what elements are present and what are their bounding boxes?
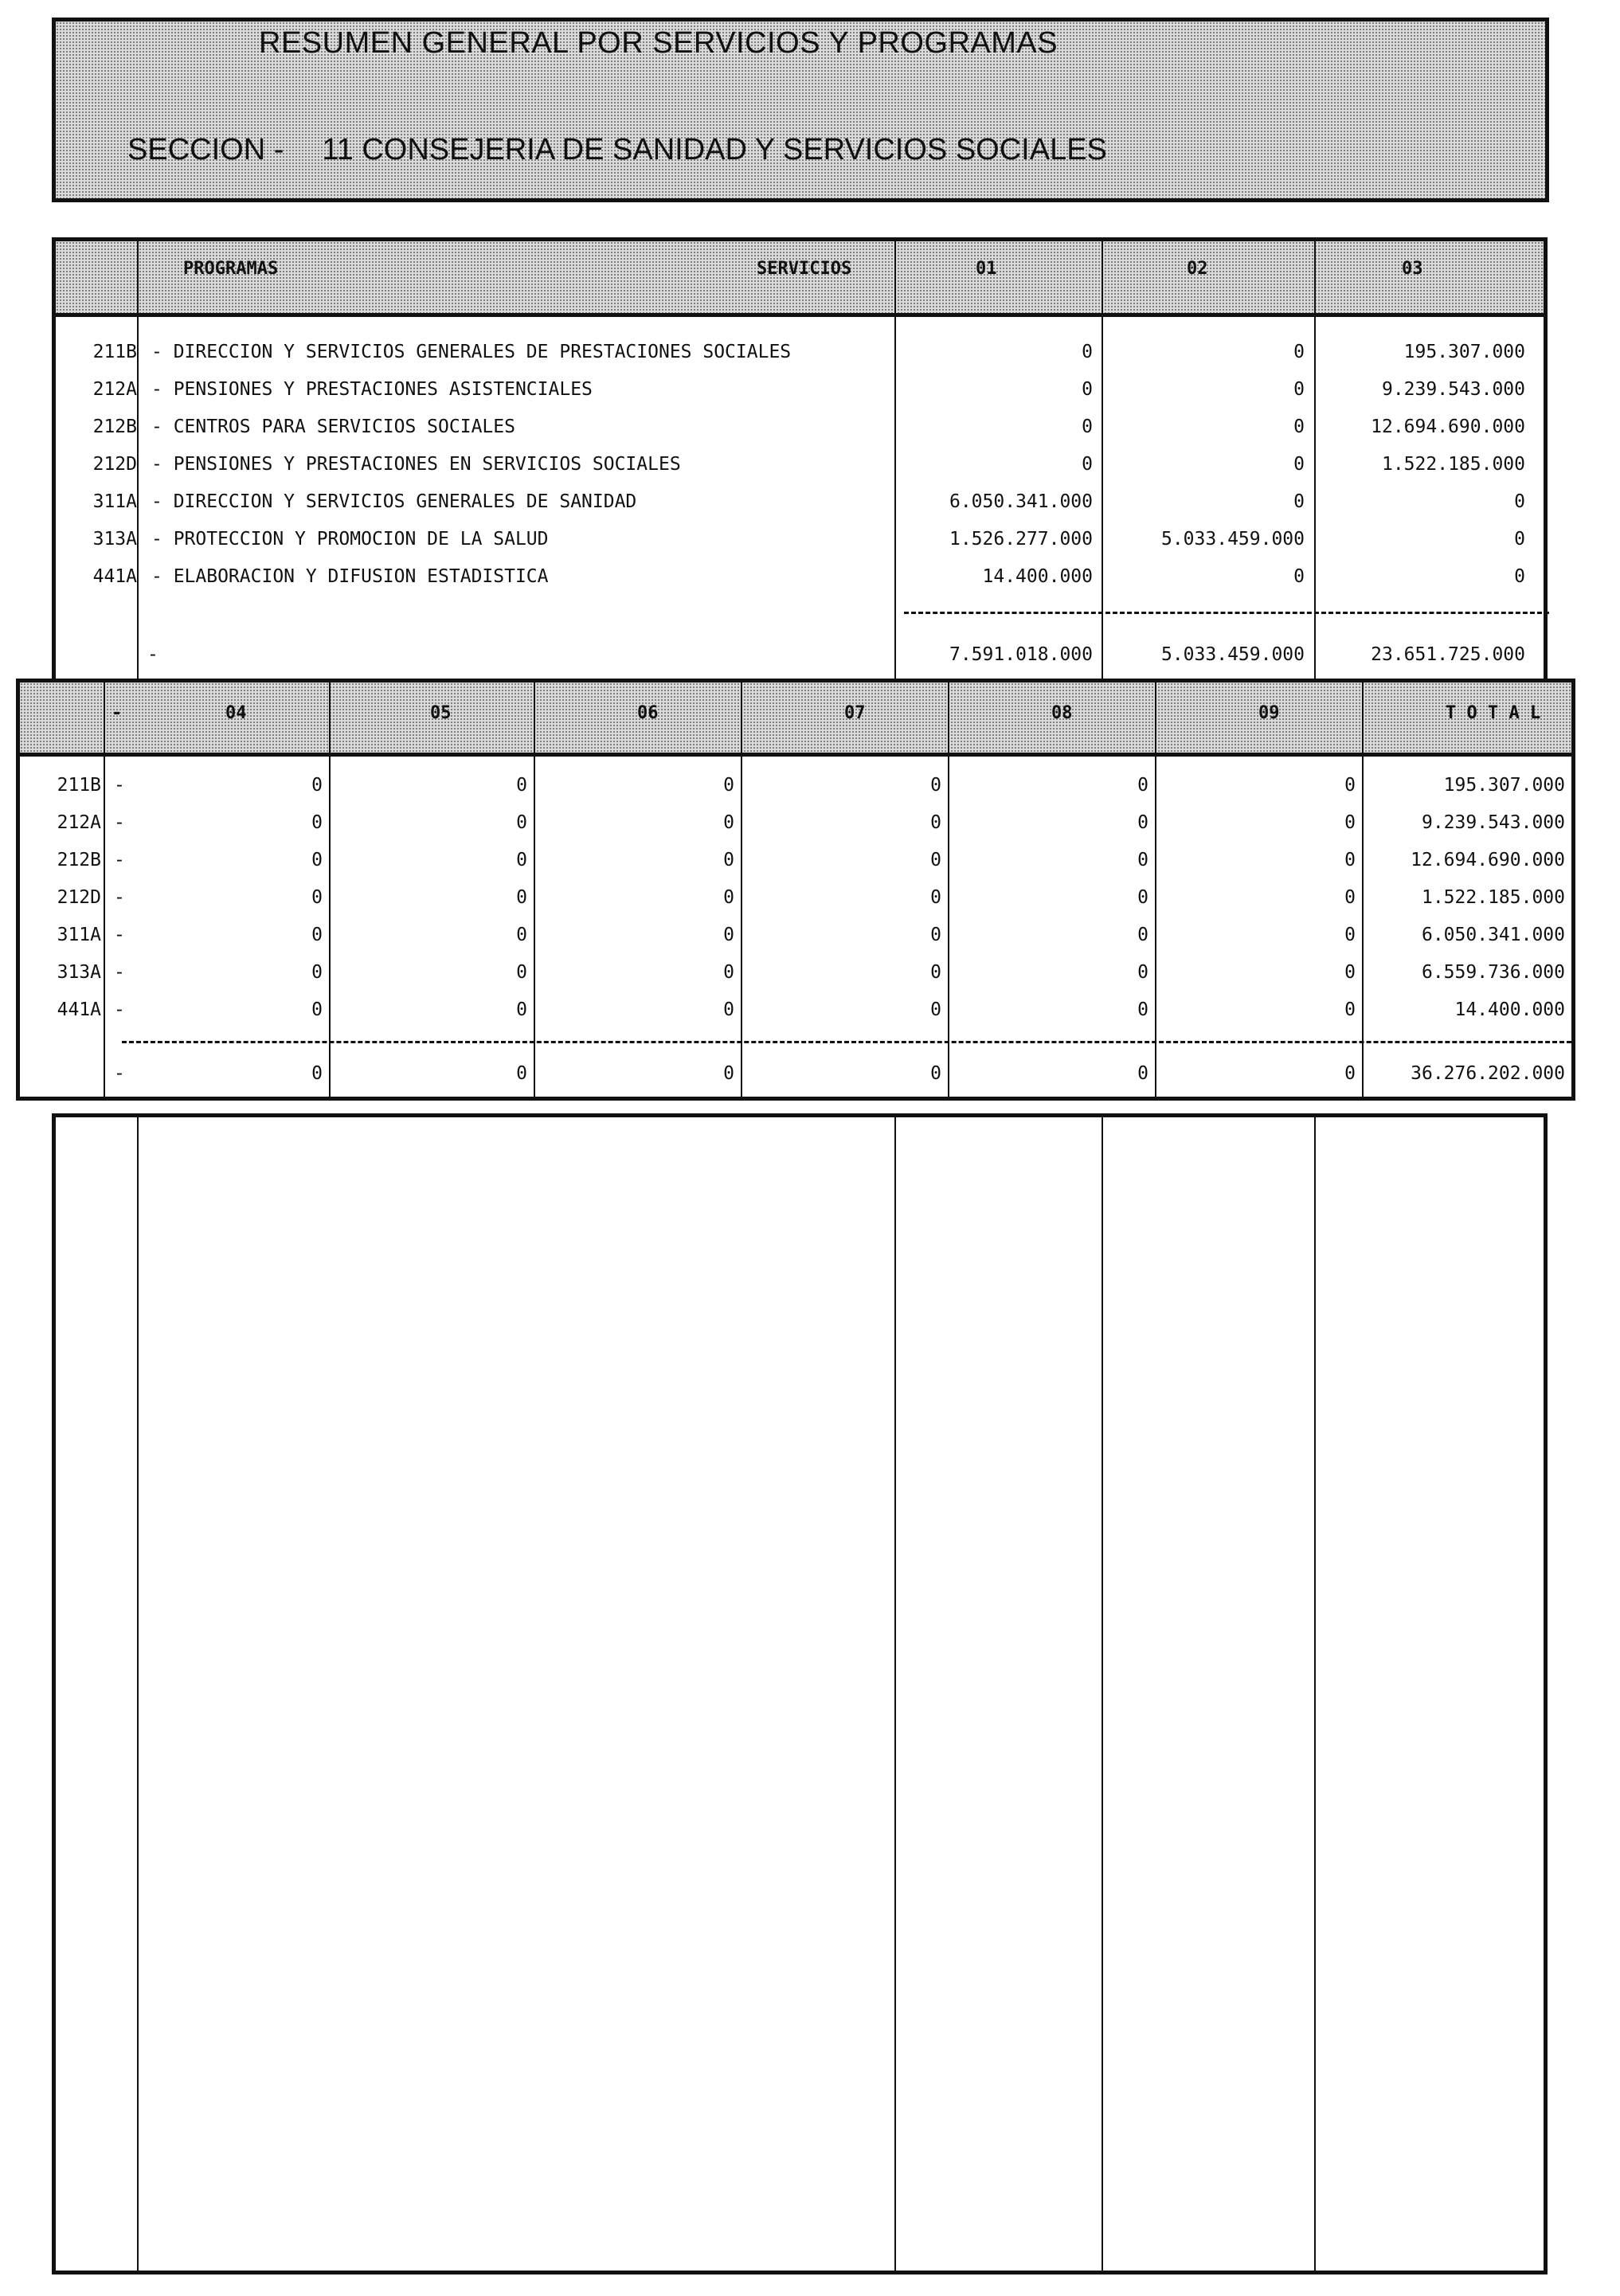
table-row: [56, 410, 1544, 447]
table-row: [56, 448, 1544, 484]
total-col-03: 23.651.725.000: [1371, 644, 1525, 665]
table3-divider-code: [137, 1117, 139, 2271]
total-dash: -: [147, 644, 158, 665]
program-code: 212A: [57, 812, 101, 833]
table-row: [20, 769, 1571, 805]
col-03-value: 9.239.543.000: [1381, 379, 1525, 400]
col-09-value: 0: [1344, 775, 1356, 796]
row-total-value: 6.559.736.000: [1421, 962, 1565, 983]
header-col-04: 04: [225, 703, 247, 723]
col-08-value: 0: [1137, 962, 1148, 983]
table-row: [20, 843, 1571, 880]
section-title: [127, 133, 1107, 167]
section-label: SECCION -: [127, 133, 284, 166]
table3-divider-01: [894, 1117, 896, 2271]
table-row: [20, 993, 1571, 1030]
col-09-value: 0: [1344, 999, 1356, 1020]
total-col-total: 36.276.202.000: [1411, 1063, 1565, 1084]
program-description: - CENTROS PARA SERVICIOS SOCIALES: [151, 417, 515, 437]
header-col-03: 03: [1402, 259, 1423, 279]
header-col-06: 06: [637, 703, 659, 723]
col-06-value: 0: [723, 962, 734, 983]
col-04-value: 0: [311, 887, 323, 908]
col-02-value: 0: [1293, 454, 1305, 475]
program-code: 211B: [92, 342, 137, 362]
title-box: [52, 18, 1549, 202]
program-code: 212D: [57, 887, 101, 908]
program-code: 311A: [57, 925, 101, 945]
row-total-value: 14.400.000: [1454, 999, 1565, 1020]
program-description: - PENSIONES Y PRESTACIONES ASISTENCIALES: [151, 379, 593, 400]
total-col-01: 7.591.018.000: [949, 644, 1093, 665]
table-row: [56, 485, 1544, 522]
col-02-value: 0: [1293, 342, 1305, 362]
header-col-02: 02: [1187, 259, 1208, 279]
col-07-value: 0: [930, 775, 941, 796]
table-row: [20, 918, 1571, 955]
table1-total-row: [56, 638, 1544, 675]
col-08-value: 0: [1137, 812, 1148, 833]
row-dash: -: [114, 925, 125, 945]
program-code: 212B: [92, 417, 137, 437]
row-dash: -: [114, 999, 125, 1020]
col-06-value: 0: [723, 925, 734, 945]
header-dash: -: [112, 703, 123, 723]
header-servicios: SERVICIOS: [757, 259, 852, 279]
col-01-value: 0: [1082, 342, 1093, 362]
header-col-08: 08: [1051, 703, 1073, 723]
table-row: [56, 373, 1544, 409]
col-03-value: 0: [1514, 491, 1525, 512]
col-05-value: 0: [516, 775, 527, 796]
table-row: [56, 522, 1544, 559]
col-07-value: 0: [930, 887, 941, 908]
table1-header: [56, 241, 1544, 317]
col-06-value: 0: [723, 775, 734, 796]
table-row: [20, 806, 1571, 843]
row-dash: -: [114, 850, 125, 870]
col-01-value: 0: [1082, 417, 1093, 437]
total-dash: -: [114, 1063, 125, 1084]
table-row: [56, 560, 1544, 596]
header-col-09: 09: [1258, 703, 1280, 723]
header-col-01: 01: [976, 259, 997, 279]
program-code: 313A: [92, 529, 137, 550]
col-02-value: 0: [1293, 379, 1305, 400]
report-title: RESUMEN GENERAL POR SERVICIOS Y PROGRAMAS: [259, 26, 1058, 60]
table3-divider-02: [1102, 1117, 1103, 2271]
program-description: - PENSIONES Y PRESTACIONES EN SERVICIOS SOCIALES: [151, 454, 681, 475]
col-07-value: 0: [930, 925, 941, 945]
col-05-value: 0: [516, 850, 527, 870]
col-08-value: 0: [1137, 887, 1148, 908]
program-description: - PROTECCION Y PROMOCION DE LA SALUD: [151, 529, 549, 550]
col-04-value: 0: [311, 962, 323, 983]
total-col-04: 0: [311, 1063, 323, 1084]
col-02-value: 0: [1293, 566, 1305, 587]
col-09-value: 0: [1344, 887, 1356, 908]
col-04-value: 0: [311, 775, 323, 796]
col-03-value: 0: [1514, 529, 1525, 550]
col-03-value: 12.694.690.000: [1371, 417, 1525, 437]
col-07-value: 0: [930, 962, 941, 983]
total-col-06: 0: [723, 1063, 734, 1084]
col-04-value: 0: [311, 999, 323, 1020]
programs-table-services-01-03: [52, 237, 1548, 683]
col-01-value: 6.050.341.000: [949, 491, 1093, 512]
col-03-value: 0: [1514, 566, 1525, 587]
col-01-value: 14.400.000: [982, 566, 1093, 587]
table-row: [20, 956, 1571, 992]
total-col-02: 5.033.459.000: [1160, 644, 1305, 665]
table2-total-row: [20, 1057, 1571, 1093]
row-total-value: 1.522.185.000: [1421, 887, 1565, 908]
program-code: 313A: [57, 962, 101, 983]
col-04-value: 0: [311, 850, 323, 870]
row-total-value: 9.239.543.000: [1421, 812, 1565, 833]
col-07-value: 0: [930, 812, 941, 833]
row-total-value: 12.694.690.000: [1411, 850, 1565, 870]
col-06-value: 0: [723, 850, 734, 870]
col-02-value: 0: [1293, 417, 1305, 437]
col-05-value: 0: [516, 962, 527, 983]
col-08-value: 0: [1137, 925, 1148, 945]
row-dash: -: [114, 775, 125, 796]
table3-divider-03: [1314, 1117, 1316, 2271]
col-08-value: 0: [1137, 775, 1148, 796]
program-code: 212D: [92, 454, 137, 475]
total-col-08: 0: [1137, 1063, 1148, 1084]
col-01-value: 1.526.277.000: [949, 529, 1093, 550]
row-dash: -: [114, 887, 125, 908]
col-01-value: 0: [1082, 379, 1093, 400]
col-06-value: 0: [723, 812, 734, 833]
program-description: - ELABORACION Y DIFUSION ESTADISTICA: [151, 566, 549, 587]
program-code: 311A: [92, 491, 137, 512]
col-02-value: 5.033.459.000: [1160, 529, 1305, 550]
col-09-value: 0: [1344, 962, 1356, 983]
col-08-value: 0: [1137, 999, 1148, 1020]
program-code: 212A: [92, 379, 137, 400]
col-09-value: 0: [1344, 925, 1356, 945]
header-col-05: 05: [430, 703, 452, 723]
blank-table: [52, 1113, 1548, 2274]
col-06-value: 0: [723, 887, 734, 908]
col-05-value: 0: [516, 887, 527, 908]
program-code: 441A: [57, 999, 101, 1020]
row-dash: -: [114, 962, 125, 983]
program-description: - DIRECCION Y SERVICIOS GENERALES DE PRESTACIONES SOCIALES: [151, 342, 792, 362]
total-col-09: 0: [1344, 1063, 1356, 1084]
header-col-07: 07: [844, 703, 866, 723]
table-row: [20, 881, 1571, 917]
col-05-value: 0: [516, 999, 527, 1020]
row-dash: -: [114, 812, 125, 833]
programs-table-services-04-09-total: [16, 679, 1575, 1101]
col-05-value: 0: [516, 812, 527, 833]
table-row: [56, 335, 1544, 372]
table2-subtotal-rule: [122, 1041, 1571, 1043]
table2-header: [20, 683, 1571, 757]
col-02-value: 0: [1293, 491, 1305, 512]
header-total: T O T A L: [1446, 703, 1541, 723]
col-09-value: 0: [1344, 850, 1356, 870]
program-code: 211B: [57, 775, 101, 796]
row-total-value: 6.050.341.000: [1421, 925, 1565, 945]
col-04-value: 0: [311, 925, 323, 945]
table1-subtotal-rule: [904, 612, 1549, 614]
program-code: 212B: [57, 850, 101, 870]
col-03-value: 195.307.000: [1403, 342, 1525, 362]
total-col-05: 0: [516, 1063, 527, 1084]
program-code: 441A: [92, 566, 137, 587]
col-07-value: 0: [930, 999, 941, 1020]
col-05-value: 0: [516, 925, 527, 945]
row-total-value: 195.307.000: [1443, 775, 1565, 796]
col-09-value: 0: [1344, 812, 1356, 833]
col-04-value: 0: [311, 812, 323, 833]
section-name: 11 CONSEJERIA DE SANIDAD Y SERVICIOS SOCIALES: [322, 133, 1107, 166]
col-06-value: 0: [723, 999, 734, 1020]
col-03-value: 1.522.185.000: [1381, 454, 1525, 475]
col-01-value: 0: [1082, 454, 1093, 475]
total-col-07: 0: [930, 1063, 941, 1084]
header-programas: PROGRAMAS: [183, 259, 279, 279]
col-08-value: 0: [1137, 850, 1148, 870]
program-description: - DIRECCION Y SERVICIOS GENERALES DE SANIDAD: [151, 491, 637, 512]
col-07-value: 0: [930, 850, 941, 870]
